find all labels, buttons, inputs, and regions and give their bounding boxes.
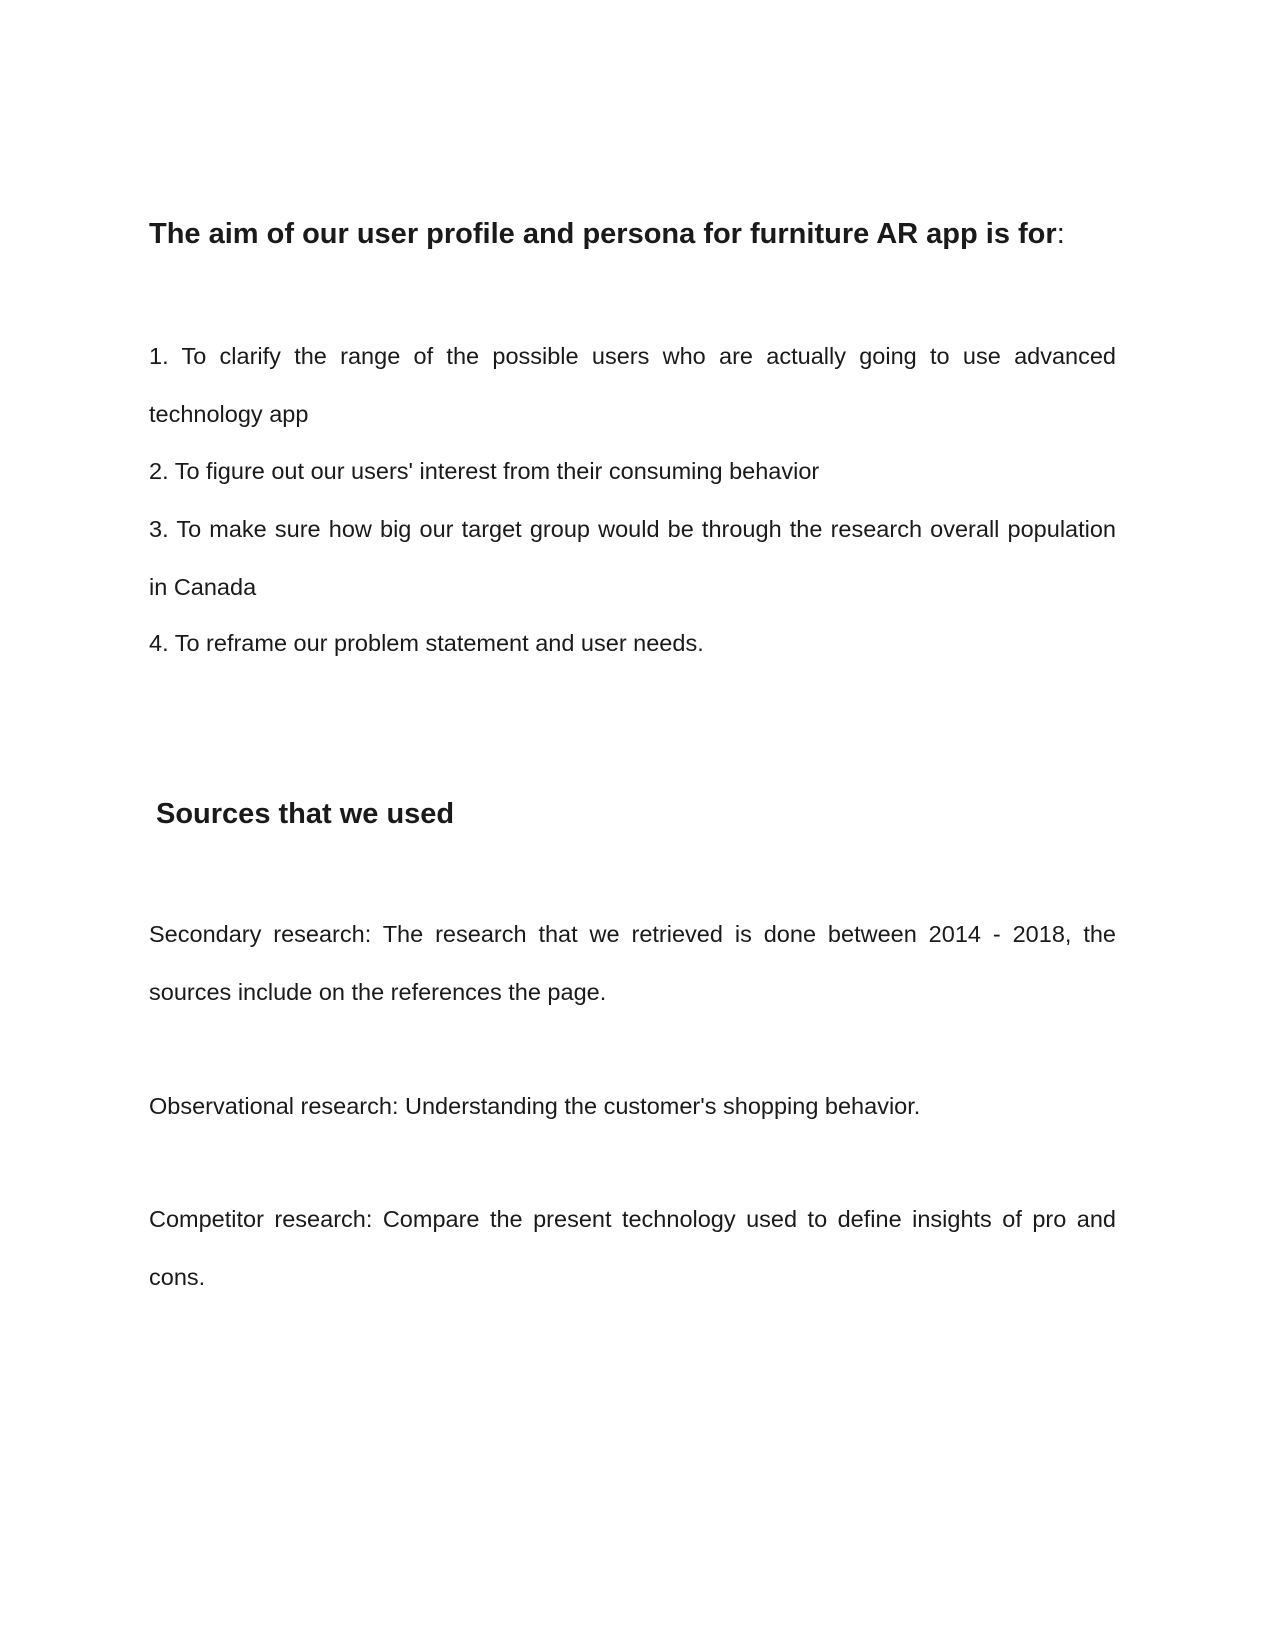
aim-item-1: 1. To clarify the range of the possible users who are actually going to use advanced technology app: [149, 343, 1116, 427]
observational-research-paragraph: Observational research: Understanding the customer's shopping behavior.: [149, 1093, 921, 1119]
sources-heading: Sources that we used: [156, 798, 455, 830]
aim-heading-colon: :: [1056, 218, 1065, 250]
aim-item-3: 3. To make sure how big our target group would be through the research overall population in Canada: [149, 516, 1116, 600]
aim-heading: [149, 216, 1065, 252]
aim-heading-text: The aim of our user profile and persona for furniture AR app is for: [149, 218, 1057, 250]
competitor-research-paragraph: Competitor research: Compare the present technology used to define insights of pro and cons.: [149, 1206, 1116, 1290]
aim-item-2: 2. To figure out our users' interest from their consuming behavior: [149, 458, 820, 484]
aim-item-4: 4. To reframe our problem statement and user needs.: [149, 630, 704, 656]
secondary-research-paragraph: Secondary research: The research that we retrieved is done between 2014 - 2018, the sources include on the references the page.: [149, 921, 1116, 1005]
